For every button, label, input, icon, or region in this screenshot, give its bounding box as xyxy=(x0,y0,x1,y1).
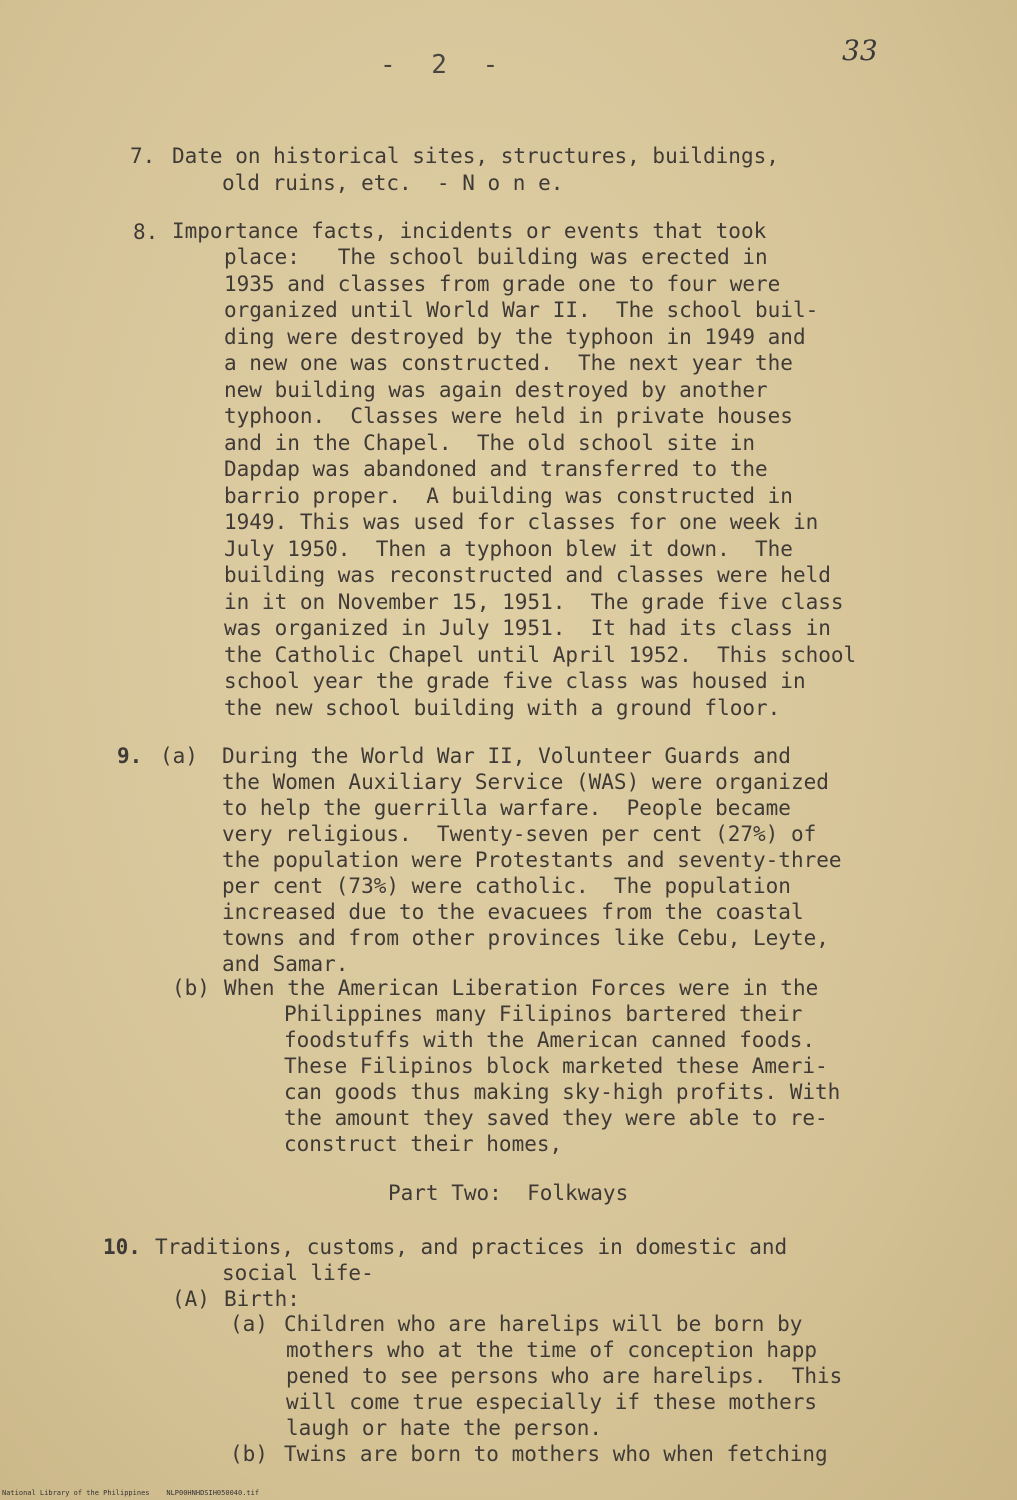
item-10b-line: Twins are born to mothers who when fetching xyxy=(284,1442,828,1466)
item-8-line: the Catholic Chapel until April 1952. This school xyxy=(224,643,857,667)
item-8-line: July 1950. Then a typhoon blew it down. The xyxy=(224,537,793,561)
item-8-line: a new one was constructed. The next year the xyxy=(224,351,793,375)
item-10a-line: laugh or hate the person. xyxy=(286,1416,603,1440)
item-10a-label: (a) xyxy=(230,1312,268,1336)
item-9b-line: can goods thus making sky-high profits. With xyxy=(284,1080,841,1104)
item-8-line: barrio proper. A building was constructed in xyxy=(224,484,793,508)
item-8-line: organized until World War II. The school buil- xyxy=(224,298,819,322)
item-8-line: was organized in July 1951. It had its class in xyxy=(224,616,831,640)
item-9b-line: When the American Liberation Forces were in the xyxy=(224,976,819,1000)
item-9a-line: the population were Protestants and seventy-three xyxy=(222,848,842,872)
item-7-line: old ruins, etc. - N o n e. xyxy=(222,171,564,195)
item-10a-line: will come true especially if these mothers xyxy=(286,1390,818,1414)
item-10a-line: Children who are harelips will be born by xyxy=(284,1312,803,1336)
item-8-line: building was reconstructed and classes were held xyxy=(224,563,831,587)
page-header: - 2 - xyxy=(380,50,509,80)
item-9b-line: These Filipinos block marketed these Ameri- xyxy=(284,1054,828,1078)
item-9a-line: the Women Auxiliary Service (WAS) were organized xyxy=(222,770,829,794)
item-8-line: school year the grade five class was housed in xyxy=(224,669,806,693)
item-10A-label: (A) xyxy=(172,1287,210,1311)
scan-footer: National Library of the Philippines NLP00HNHDSIH050040.tif xyxy=(2,1489,260,1497)
item-8-line: ding were destroyed by the typhoon in 1949 and xyxy=(224,325,806,349)
item-9a-line: per cent (73%) were catholic. The population xyxy=(222,874,791,898)
item-9b-line: foodstuffs with the American canned foods. xyxy=(284,1028,816,1052)
item-9a-line: During the World War II, Volunteer Guards and xyxy=(222,744,791,768)
item-9a-line: very religious. Twenty-seven per cent (27%) of xyxy=(222,822,817,846)
item-9a-line: increased due to the evacuees from the coastal xyxy=(222,900,804,924)
page-number: 33 xyxy=(842,34,878,67)
item-8-line: 1935 and classes from grade one to four were xyxy=(224,272,781,296)
item-8-line: Dapdap was abandoned and transferred to the xyxy=(224,457,768,481)
item-9b-line: Philippines many Filipinos bartered their xyxy=(284,1002,803,1026)
item-8-line: and in the Chapel. The old school site in xyxy=(224,431,756,455)
item-9b-line: the amount they saved they were able to re- xyxy=(284,1106,828,1130)
item-9a-label: (a) xyxy=(160,744,198,768)
item-8-number: 8. xyxy=(133,220,159,244)
item-10a-line: pened to see persons who are harelips. This xyxy=(286,1364,843,1388)
item-10A-title: Birth: xyxy=(224,1287,300,1311)
item-8-line: 1949. This was used for classes for one week in xyxy=(224,510,819,534)
item-8-line: new building was again destroyed by another xyxy=(224,378,768,402)
item-7-number: 7. xyxy=(130,144,156,168)
item-9a-line: to help the guerrilla warfare. People became xyxy=(222,796,791,820)
item-9b-line: construct their homes, xyxy=(284,1132,563,1156)
item-9-number: 9. xyxy=(117,744,143,768)
item-9b-label: (b) xyxy=(172,976,210,1000)
item-8-line: typhoon. Classes were held in private houses xyxy=(224,404,793,428)
item-9a-line: towns and from other provinces like Cebu, Leyte, xyxy=(222,926,829,950)
item-8-line: place: The school building was erected in xyxy=(224,245,768,269)
item-10a-line: mothers who at the time of conception happ xyxy=(286,1338,818,1362)
item-10b-label: (b) xyxy=(230,1442,268,1466)
item-10-line: Traditions, customs, and practices in domestic and xyxy=(155,1235,788,1259)
item-8-line: Importance facts, incidents or events that took xyxy=(172,219,767,243)
item-10-line: social life- xyxy=(222,1261,374,1285)
item-8-line: in it on November 15, 1951. The grade five class xyxy=(224,590,844,614)
item-9a-line: and Samar. xyxy=(222,952,349,976)
part-two-heading: Part Two: Folkways xyxy=(388,1181,629,1205)
item-8-line: the new school building with a ground floor. xyxy=(224,696,781,720)
item-10-number: 10. xyxy=(103,1235,141,1259)
item-7-line: Date on historical sites, structures, buildings, xyxy=(172,144,779,168)
